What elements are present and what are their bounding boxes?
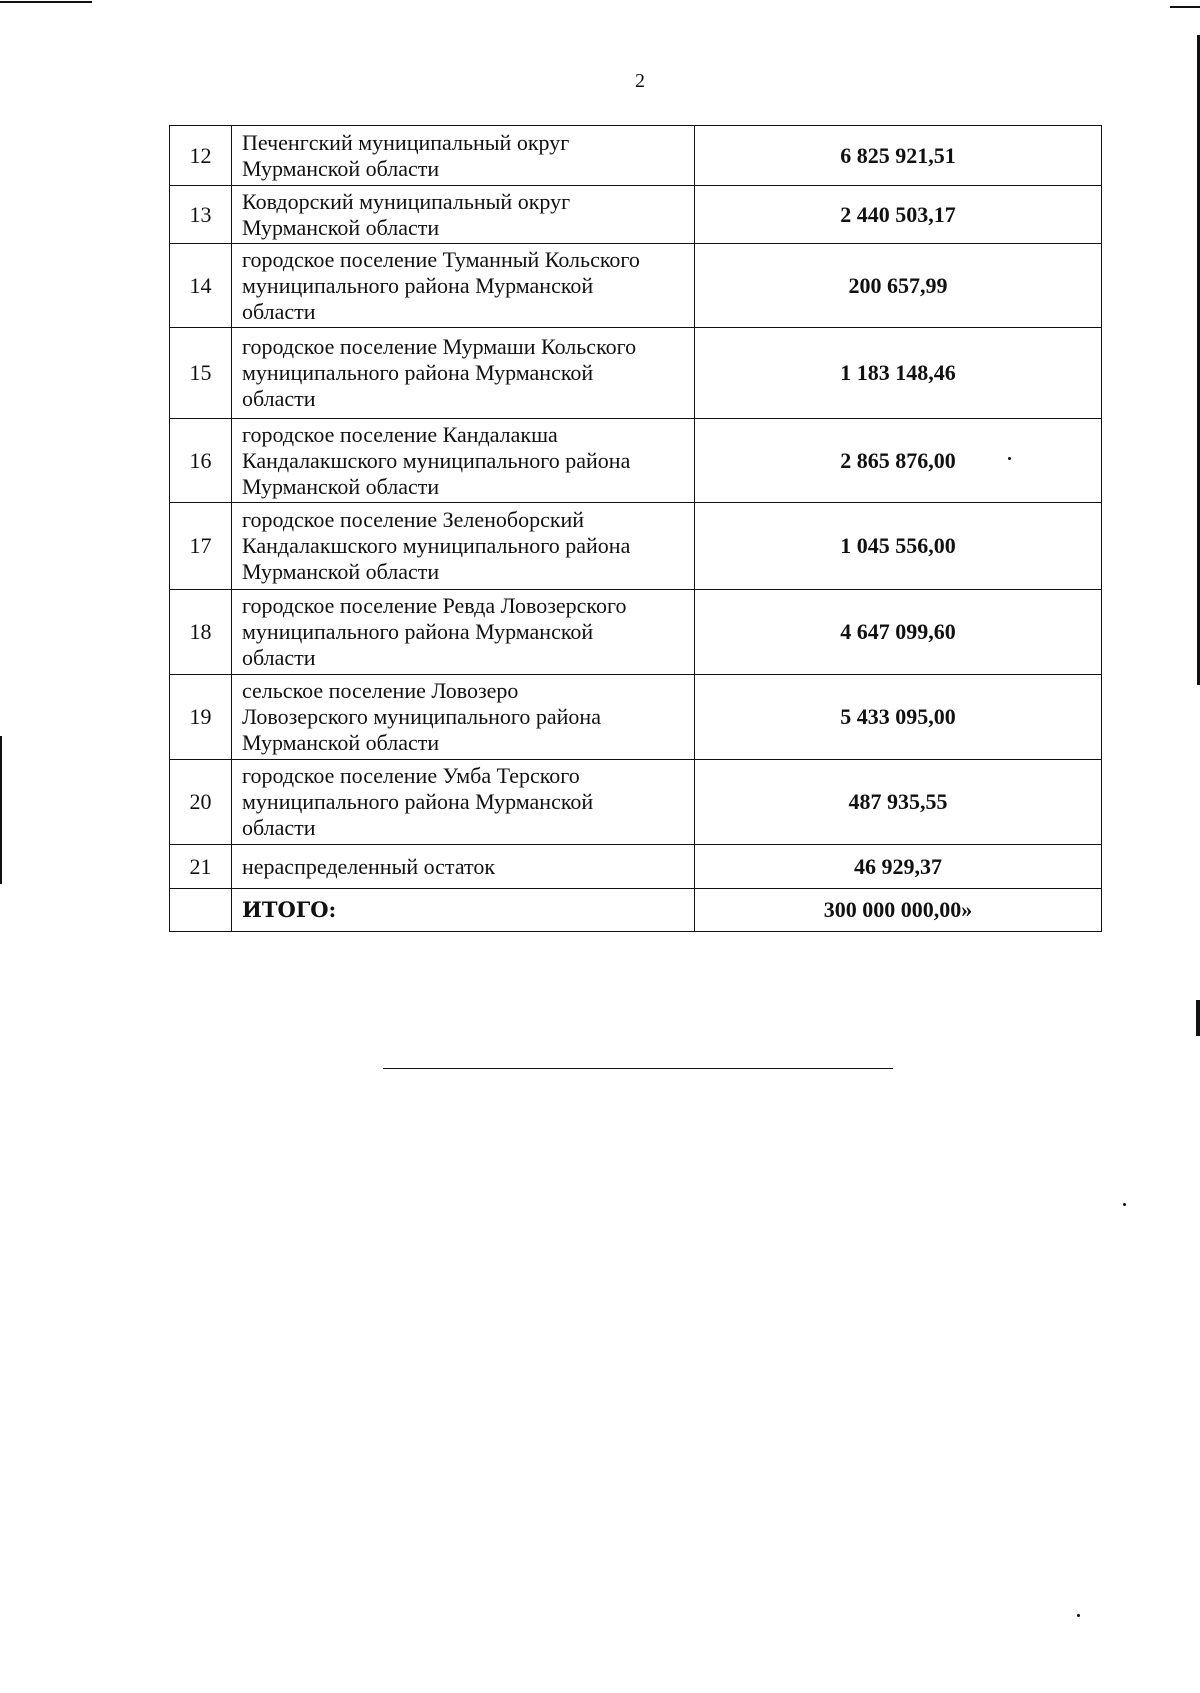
- amount: 46 929,37: [695, 845, 1102, 889]
- amount: 5 433 095,00: [695, 675, 1102, 760]
- amount: 4 647 099,60: [695, 590, 1102, 675]
- row-number: 20: [170, 760, 232, 845]
- name-line: городское поселение Туманный Кольского: [242, 246, 640, 272]
- name-line: Мурманской области: [242, 155, 440, 181]
- municipality-name: [232, 244, 695, 328]
- row-number: 12: [170, 126, 232, 186]
- name-line: муниципального района Мурманской: [242, 272, 594, 298]
- name-line: области: [242, 815, 316, 840]
- name-line: Кандалакшского муниципального района: [242, 533, 631, 558]
- name-line: области: [242, 298, 316, 324]
- total-number-cell: [170, 889, 232, 932]
- municipality-name: [232, 328, 695, 419]
- name-line: муниципального района Мурманской: [242, 360, 594, 385]
- name-line: Мурманской области: [242, 473, 440, 499]
- name-line: области: [242, 386, 316, 411]
- name-line: Кандалакшского муниципального района: [242, 447, 631, 473]
- row-number: 15: [170, 328, 232, 419]
- table-row: [170, 760, 1102, 845]
- name-line: Ловозерского муниципального района: [242, 704, 601, 729]
- name-line: городское поселение Мурмаши Кольского: [242, 334, 637, 359]
- page-number: 2: [635, 70, 645, 92]
- name-line: муниципального района Мурманской: [242, 789, 594, 814]
- municipality-name: [232, 675, 695, 760]
- row-number: 21: [170, 845, 232, 889]
- name-line: муниципального района Мурманской: [242, 619, 594, 644]
- total-row: [170, 889, 1102, 932]
- table-row: [170, 503, 1102, 590]
- name-line: городское поселение Ревда Ловозерского: [242, 593, 627, 618]
- table-row: [170, 186, 1102, 244]
- scan-mark-top-left: [0, 1, 92, 3]
- name-line: Мурманской области: [242, 730, 440, 755]
- closing-rule: [383, 1068, 893, 1069]
- municipality-name: [232, 126, 695, 186]
- name-line: городское поселение Умба Терского: [242, 763, 580, 788]
- name-line: городское поселение Зеленоборский: [242, 507, 585, 532]
- municipality-name: [232, 503, 695, 590]
- name-line: сельское поселение Ловозеро: [242, 678, 519, 703]
- name-line: нераспределенный остаток: [242, 853, 496, 879]
- municipality-name: [232, 186, 695, 244]
- name-line: области: [242, 645, 316, 670]
- amount: 487 935,55: [695, 760, 1102, 845]
- table-row: [170, 244, 1102, 328]
- amount: 1 183 148,46: [695, 328, 1102, 419]
- name-line: Мурманской области: [242, 214, 440, 240]
- row-number: 18: [170, 590, 232, 675]
- amount: 2 440 503,17: [695, 186, 1102, 244]
- row-number: 14: [170, 244, 232, 328]
- row-number: 17: [170, 503, 232, 590]
- scan-dot: [1008, 457, 1011, 460]
- name-line: Мурманской области: [242, 559, 440, 584]
- table-row: [170, 590, 1102, 675]
- name-line: Печенгский муниципальный округ: [242, 129, 570, 155]
- total-label: ИТОГО:: [232, 889, 695, 932]
- total-amount: 300 000 000,00»: [695, 889, 1102, 932]
- table-row: [170, 126, 1102, 186]
- table-row: [170, 675, 1102, 760]
- amount: 1 045 556,00: [695, 503, 1102, 590]
- amount: 2 865 876,00: [695, 419, 1102, 503]
- scan-dot: [1123, 1203, 1126, 1206]
- name-line: городское поселение Кандалакша: [242, 421, 558, 447]
- allocation-table: [169, 125, 1102, 932]
- row-number: 13: [170, 186, 232, 244]
- scan-mark-top-right: [1170, 6, 1200, 8]
- row-number: 16: [170, 419, 232, 503]
- name-line: Ковдорский муниципальный округ: [242, 188, 571, 214]
- scan-dot: [1077, 1614, 1080, 1617]
- scan-mark-left-edge: [0, 736, 2, 884]
- scan-mark-right-tick: [1196, 1000, 1200, 1036]
- amount: 6 825 921,51: [695, 126, 1102, 186]
- municipality-name: [232, 419, 695, 503]
- table-row: [170, 845, 1102, 889]
- municipality-name: [232, 590, 695, 675]
- municipality-name: [232, 760, 695, 845]
- municipality-name: [232, 845, 695, 889]
- table-row: [170, 419, 1102, 503]
- table-row: [170, 328, 1102, 419]
- amount: 200 657,99: [695, 244, 1102, 328]
- row-number: 19: [170, 675, 232, 760]
